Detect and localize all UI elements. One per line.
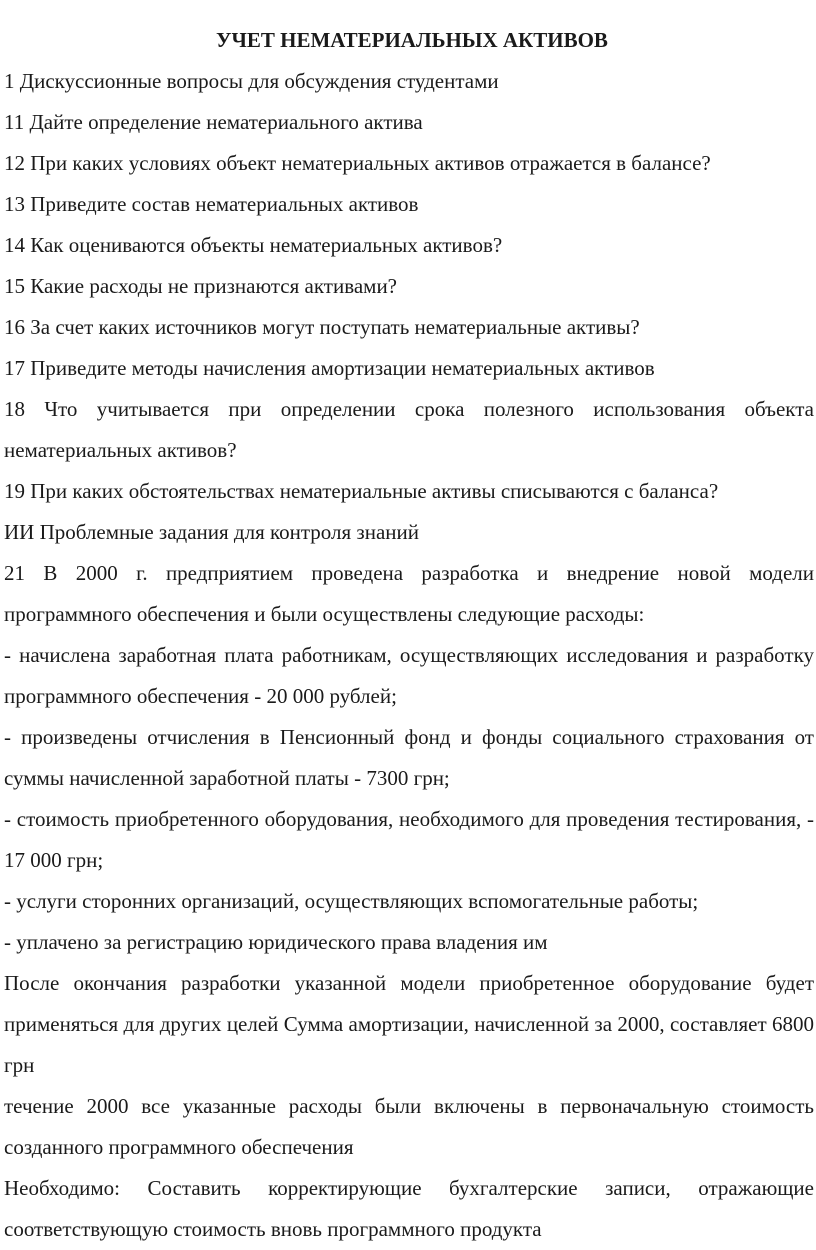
paragraph-after-development: После окончания разработки указанной модели приобретенное оборудование будет применяться для других целей Сумма амортизации, начисленной за 2000, составляет 6800 грн bbox=[4, 971, 814, 1077]
paragraph-task-required: Необходимо: Составить корректирующие бухгалтерские записи, отражающие соответствующую стоимость вновь программного продукта bbox=[4, 1176, 814, 1241]
expense-item-salary: - начислена заработная плата работникам, осуществляющих исследования и разработку программного обеспечения - 20 000 рублей; bbox=[4, 643, 814, 708]
paragraph-21: 21 В 2000 г. предприятием проведена разработка и внедрение новой модели программного обеспечения и были осуществлены следующие расходы: bbox=[4, 561, 814, 626]
expense-item-services: - услуги сторонних организаций, осуществляющих вспомогательные работы; bbox=[4, 889, 699, 913]
document-page bbox=[4, 0, 814, 1250]
paragraph-12: 12 При каких условиях объект нематериальных активов отражается в балансе? bbox=[4, 151, 711, 175]
expense-item-equipment: - стоимость приобретенного оборудования, необходимого для проведения тестирования, - 17 000 грн; bbox=[4, 807, 814, 872]
paragraph-16: 16 За счет каких источников могут поступать нематериальные активы? bbox=[4, 315, 640, 339]
expense-item-pension: - произведены отчисления в Пенсионный фонд и фонды социального страхования от суммы начисленной заработной платы - 7300 грн; bbox=[4, 725, 814, 790]
paragraph-11: 11 Дайте определение нематериального актива bbox=[4, 110, 423, 134]
expense-item-registration: - уплачено за регистрацию юридического права владения им bbox=[4, 930, 548, 954]
paragraph-1: 1 Дискуссионные вопросы для обсуждения студентами bbox=[4, 69, 499, 93]
section-heading-tasks: ИИ Проблемные задания для контроля знаний bbox=[4, 520, 419, 544]
paragraph-expenses-included: течение 2000 все указанные расходы были включены в первоначальную стоимость созданного программного обеспечения bbox=[4, 1094, 814, 1159]
paragraph-17: 17 Приведите методы начисления амортизации нематериальных активов bbox=[4, 356, 655, 380]
paragraph-14: 14 Как оцениваются объекты нематериальных активов? bbox=[4, 233, 503, 257]
paragraph-19: 19 При каких обстоятельствах нематериальные активы списываются с баланса? bbox=[4, 479, 719, 503]
document-title: УЧЕТ НЕМАТЕРИАЛЬНЫХ АКТИВОВ bbox=[216, 28, 608, 52]
paragraph-13: 13 Приведите состав нематериальных активов bbox=[4, 192, 419, 216]
paragraph-18: 18 Что учитывается при определении срока полезного использования объекта нематериальных активов? bbox=[4, 397, 814, 462]
paragraph-15: 15 Какие расходы не признаются активами? bbox=[4, 274, 398, 298]
